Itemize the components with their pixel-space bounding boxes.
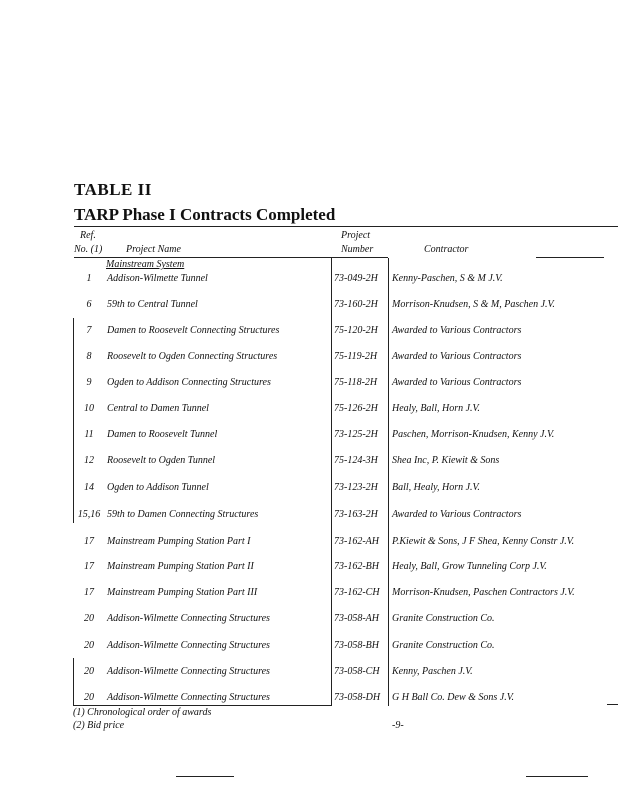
- row-ref-number: 11: [84, 429, 94, 440]
- row-project-number: 75-119-2H: [334, 351, 378, 362]
- header-project-number-line1: Project: [341, 230, 371, 241]
- row-project-number: 73-058-AH: [334, 613, 379, 624]
- row-ref-number: 6: [86, 299, 92, 310]
- row-ref-number: 20: [84, 613, 94, 624]
- header-ref-line1: Ref.: [80, 230, 96, 241]
- row-contractor: Granite Construction Co.: [392, 613, 495, 624]
- row-contractor: Ball, Healy, Horn J.V.: [392, 482, 480, 493]
- row-contractor: Granite Construction Co.: [392, 640, 495, 651]
- row-contractor: Morrison-Knudsen, S & M, Paschen J.V.: [392, 299, 555, 310]
- row-ref-number: 10: [84, 403, 94, 414]
- row-project-number: 73-058-CH: [334, 666, 380, 677]
- row-ref-number: 7: [86, 325, 92, 336]
- row-project-name: 59th to Central Tunnel: [107, 299, 198, 310]
- scan-mark: [176, 776, 234, 777]
- row-ref-number: 1: [86, 273, 92, 284]
- row-project-name: Damen to Roosevelt Connecting Structures: [107, 325, 280, 336]
- table-heading: TARP Phase I Contracts Completed: [74, 205, 336, 224]
- row-project-number: 73-123-2H: [334, 482, 378, 493]
- row-contractor: Awarded to Various Contractors: [392, 325, 522, 336]
- row-contractor: Awarded to Various Contractors: [392, 377, 522, 388]
- row-ref-number: 17: [84, 561, 94, 572]
- row-ref-number: 8: [86, 351, 92, 362]
- scan-mark: [526, 776, 588, 777]
- row-project-number: 73-163-2H: [334, 509, 378, 520]
- row-project-name: Ogden to Addison Tunnel: [107, 482, 209, 493]
- header-bottom-rule-right: [536, 257, 604, 258]
- row-project-name: Roosevelt to Ogden Tunnel: [107, 455, 216, 466]
- row-contractor: Awarded to Various Contractors: [392, 509, 522, 520]
- row-project-number: 75-124-3H: [334, 455, 378, 466]
- row-project-name: 59th to Damen Connecting Structures: [107, 509, 259, 520]
- scan-mark: [607, 704, 618, 705]
- row-project-number: 73-162-BH: [334, 561, 379, 572]
- row-contractor: Kenny-Paschen, S & M J.V.: [392, 273, 503, 284]
- row-ref-number: 9: [86, 377, 92, 388]
- row-project-name: Addison-Wilmette Tunnel: [107, 273, 208, 284]
- row-contractor: Paschen, Morrison-Knudsen, Kenny J.V.: [392, 429, 555, 440]
- row-ref-number: 14: [84, 482, 94, 493]
- row-project-name: Damen to Roosevelt Tunnel: [107, 429, 218, 440]
- row-project-number: 75-118-2H: [334, 377, 378, 388]
- row-ref-number: 17: [84, 536, 94, 547]
- row-project-name: Mainstream Pumping Station Part III: [107, 587, 258, 598]
- row-project-name: Addison-Wilmette Connecting Structures: [107, 666, 270, 677]
- column-rule-number: [331, 258, 332, 706]
- row-ref-number: 15,16: [77, 509, 101, 520]
- header-bottom-rule: [74, 257, 388, 258]
- row-ref-number: 20: [84, 640, 94, 651]
- row-contractor: Healy, Ball, Grow Tunneling Corp J.V.: [392, 561, 547, 572]
- row-contractor: Morrison-Knudsen, Paschen Contractors J.V.: [392, 587, 575, 598]
- column-rule-contractor: [388, 258, 389, 706]
- row-project-number: 73-049-2H: [334, 273, 378, 284]
- row-contractor: G H Ball Co. Dew & Sons J.V.: [392, 692, 515, 703]
- row-project-name: Addison-Wilmette Connecting Structures: [107, 613, 270, 624]
- row-contractor: P.Kiewit & Sons, J F Shea, Kenny Constr J.V.: [392, 536, 575, 547]
- footnote-1: (1) Chronological order of awards: [73, 707, 212, 718]
- row-project-name: Mainstream Pumping Station Part I: [107, 536, 251, 547]
- table-number: TABLE II: [74, 180, 152, 199]
- row-project-number: 73-160-2H: [334, 299, 378, 310]
- footnote-2: (2) Bid price: [73, 720, 125, 731]
- header-project-number-line2: Number: [341, 244, 374, 255]
- row-contractor: Shea Inc, P. Kiewit & Sons: [392, 455, 500, 466]
- row-project-number: 73-058-BH: [334, 640, 379, 651]
- row-project-number: 73-162-CH: [334, 587, 380, 598]
- row-project-name: Addison-Wilmette Connecting Structures: [107, 692, 270, 703]
- row-project-number: 75-120-2H: [334, 325, 378, 336]
- row-project-name: Mainstream Pumping Station Part II: [107, 561, 254, 572]
- row-project-name: Roosevelt to Ogden Connecting Structures: [107, 351, 278, 362]
- row-project-name: Central to Damen Tunnel: [107, 403, 209, 414]
- section-heading: Mainstream System: [106, 259, 185, 270]
- row-ref-number: 17: [84, 587, 94, 598]
- row-project-name: Addison-Wilmette Connecting Structures: [107, 640, 270, 651]
- page-number: -9-: [392, 720, 404, 731]
- header-project-name: Project Name: [126, 244, 181, 255]
- row-project-number: 75-126-2H: [334, 403, 378, 414]
- row-ref-number: 12: [84, 455, 94, 466]
- row-project-number: 73-125-2H: [334, 429, 378, 440]
- header-top-rule: [74, 226, 618, 227]
- row-ref-number: 20: [84, 692, 94, 703]
- row-contractor: Awarded to Various Contractors: [392, 351, 522, 362]
- header-contractor: Contractor: [424, 244, 469, 255]
- header-ref-line2: No. (1): [74, 244, 103, 255]
- table-bottom-rule: [74, 705, 332, 706]
- row-contractor: Kenny, Paschen J.V.: [392, 666, 473, 677]
- row-project-number: 73-162-AH: [334, 536, 379, 547]
- row-ref-number: 20: [84, 666, 94, 677]
- row-project-name: Ogden to Addison Connecting Structures: [107, 377, 271, 388]
- row-contractor: Healy, Ball, Horn J.V.: [392, 403, 480, 414]
- row-project-number: 73-058-DH: [334, 692, 381, 703]
